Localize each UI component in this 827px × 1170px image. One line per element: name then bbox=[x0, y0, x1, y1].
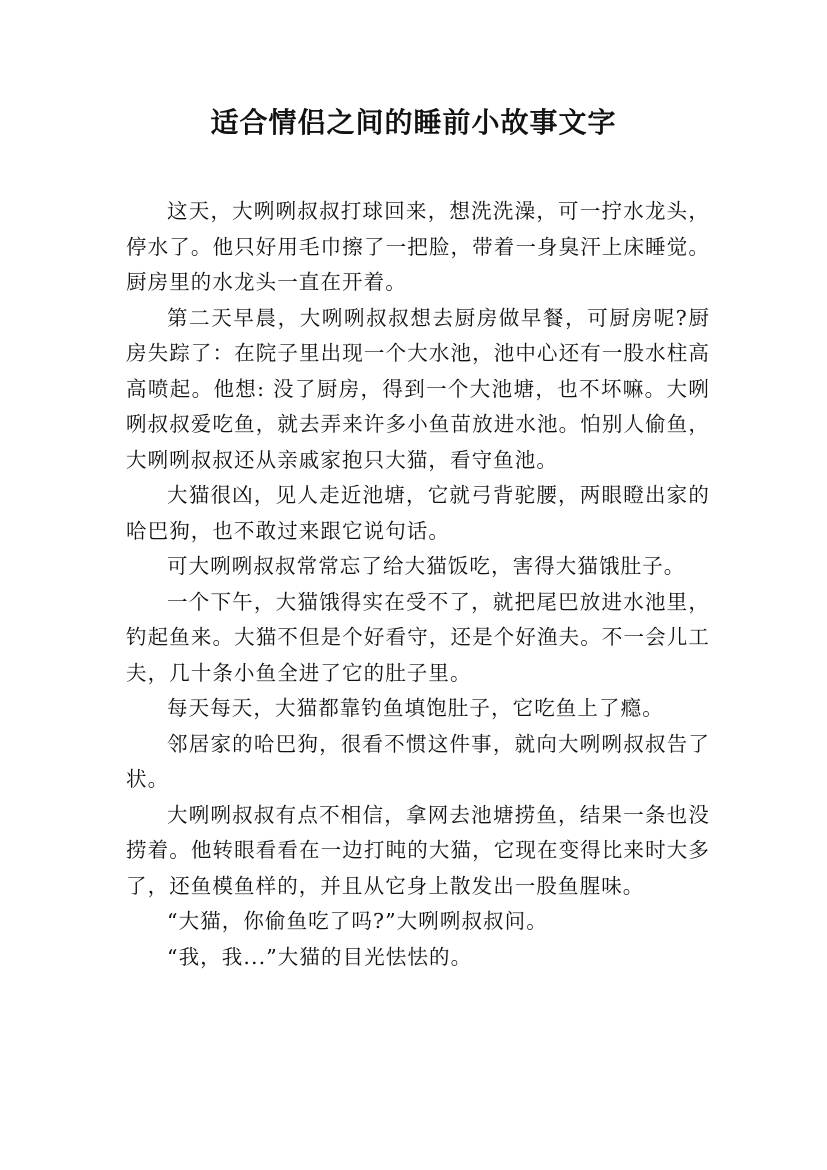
paragraph: 一个下午，大猫饿得实在受不了，就把尾巴放进水池里，钓起鱼来。大猫不但是个好看守，还是个好渔夫。不一会儿工夫，几十条小鱼全进了它的肚子里。 bbox=[126, 589, 710, 685]
paragraph: “大猫，你偷鱼吃了吗?”大咧咧叔叔问。 bbox=[167, 909, 548, 933]
paragraph: 大猫很凶，见人走近池塘，它就弓背驼腰，两眼瞪出家的哈巴狗，也不敢过来跟它说句话。 bbox=[126, 483, 710, 543]
paragraph: 邻居家的哈巴狗，很看不惯这件事，就向大咧咧叔叔告了状。 bbox=[126, 731, 710, 791]
paragraph: 这天，大咧咧叔叔打球回来，想洗洗澡，可一拧水龙头，停水了。他只好用毛巾擦了一把脸，带着一身臭汗上床睡觉。厨房里的水龙头一直在开着。 bbox=[126, 199, 710, 294]
paragraph: 大咧咧叔叔有点不相信，拿网去池塘捞鱼，结果一条也没捞着。他转眼看看在一边打盹的大猫，它现在变得比来时大多了，还鱼模鱼样的，并且从它身上散发出一股鱼腥味。 bbox=[126, 802, 710, 898]
document-title: 适合情侣之间的睡前小故事文字 bbox=[210, 106, 617, 139]
paragraph: “我，我...”大猫的目光怯怯的。 bbox=[167, 944, 473, 969]
paragraph: 可大咧咧叔叔常常忘了给大猫饭吃，害得大猫饿肚子。 bbox=[167, 554, 686, 578]
document-body bbox=[126, 194, 710, 975]
paragraph: 每天每天，大猫都靠钓鱼填饱肚子，它吃鱼上了瘾。 bbox=[167, 696, 664, 720]
paragraph: 第二天早晨，大咧咧叔叔想去厨房做早餐，可厨房呢?厨房失踪了：在院子里出现一个大水池，池中心还有一股水柱高高喷起。他想: 没了厨房，得到一个大池塘，也不坏嘛。大咧咧叔叔爱吃鱼，就去弄来许多小鱼苗放进水池。怕别人偷鱼，大咧咧叔叔还从亲戚家抱只大猫，看守鱼池。 bbox=[126, 305, 710, 472]
